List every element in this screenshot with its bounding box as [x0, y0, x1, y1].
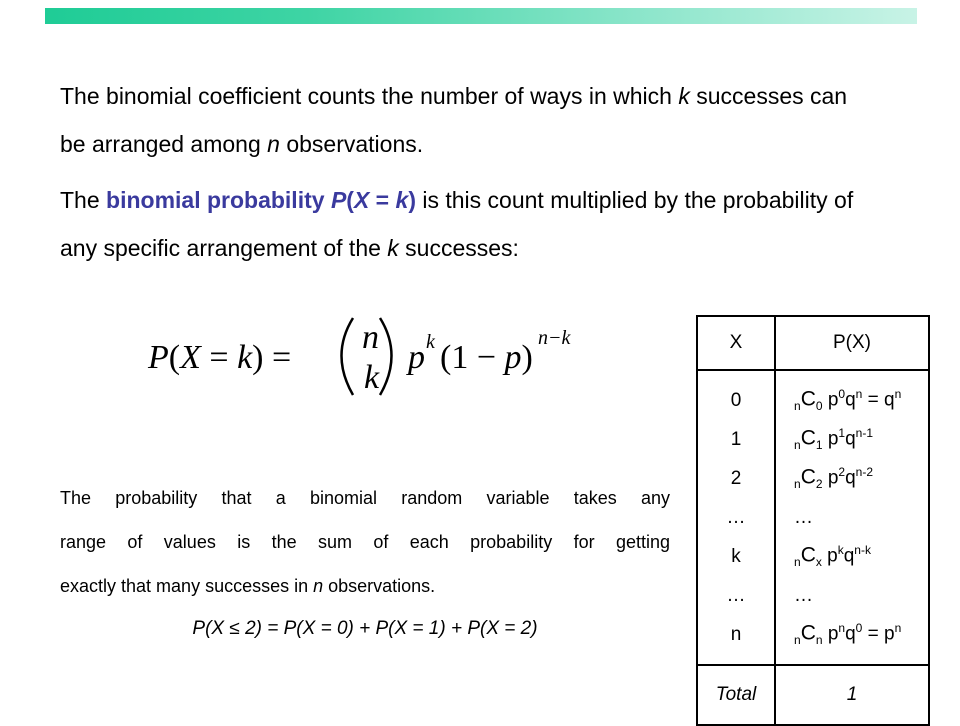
- table-row: [697, 370, 929, 420]
- table-row: [697, 615, 929, 665]
- svg-text:n−k: n−k: [538, 327, 571, 349]
- probability-table: [696, 315, 930, 726]
- x-value: 0: [697, 370, 775, 420]
- x-value: 1: [697, 420, 775, 459]
- table-row: [697, 420, 929, 459]
- probability-expression: …: [794, 584, 813, 606]
- svg-text:p: p: [408, 339, 425, 376]
- sum-equation: P(X ≤ 2) = P(X = 0) + P(X = 1) + P(X = 2): [192, 618, 538, 639]
- x-value: …: [697, 576, 775, 615]
- binomial-formula: [140, 300, 580, 410]
- table-row: [697, 498, 929, 537]
- probability-expression: $_nC_0$ $p^0q^n = q^n$: [794, 387, 902, 414]
- total-value: 1: [775, 665, 929, 725]
- highlight-term: binomial probability P(X = k): [106, 187, 416, 213]
- total-label: Total: [697, 665, 775, 725]
- svg-text:P(X = k) =: P(X = k) =: [148, 339, 292, 376]
- table-row: [697, 537, 929, 576]
- x-value: k: [697, 537, 775, 576]
- header-x: X: [697, 316, 775, 370]
- probability-expression: …: [794, 506, 813, 528]
- table-header-row: [697, 316, 929, 370]
- paragraph-binomial-probability: The binomial probability P(X = k) is this count multiplied by the probability of any specific arrangement of the k successes:: [60, 187, 854, 261]
- probability-expression: $_nC_2$ $p^2q^{n-2}$: [794, 465, 874, 492]
- svg-text:k: k: [426, 331, 435, 353]
- probability-expression: $_nC_n$ $p^nq^0 = p^n$: [794, 621, 902, 648]
- header-px: P(X): [775, 316, 929, 370]
- svg-text:k: k: [364, 359, 380, 396]
- x-value: …: [697, 498, 775, 537]
- svg-text:n: n: [362, 319, 379, 356]
- table-total-row: [697, 665, 929, 725]
- probability-expression: $_nC_1$ $p^1q^{n-1}$: [794, 426, 874, 453]
- sum-explanation: The probability that a binomial random variable takes any range of values is the sum of each probability for getting exactly that many successes in n observations.: [60, 488, 670, 596]
- x-value: n: [697, 615, 775, 665]
- probability-expression: $_nC_x$ $p^kq^{n-k}$: [794, 543, 871, 570]
- header-accent-bar: [45, 8, 917, 24]
- table-row: [697, 576, 929, 615]
- table-row: [697, 459, 929, 498]
- svg-text:(1 − p): (1 − p): [440, 339, 533, 376]
- x-value: 2: [697, 459, 775, 498]
- paragraph-binomial-coefficient: The binomial coefficient counts the number of ways in which k successes can be arranged among n observations.: [60, 83, 848, 157]
